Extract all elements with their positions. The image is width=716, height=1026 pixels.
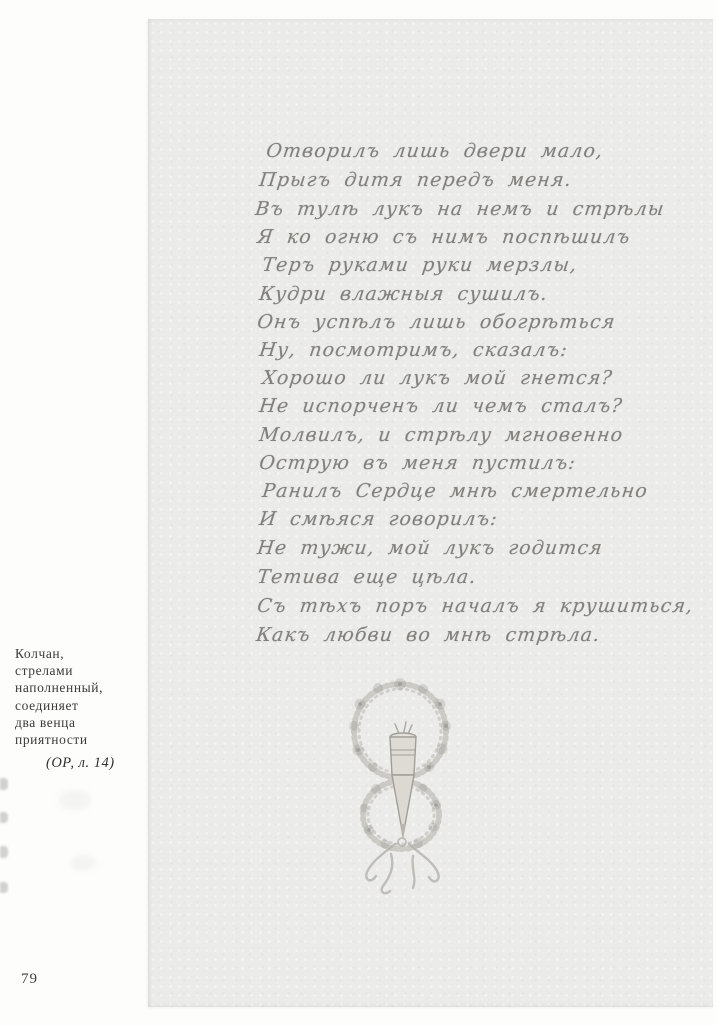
- poem-line: Тетива еще цѣла.: [256, 566, 478, 588]
- poem-line: Ну, посмотримъ, сказалъ:: [258, 339, 570, 361]
- quiver-icon: [390, 722, 416, 840]
- poem-line: Кудри влажныя сушилъ.: [258, 283, 550, 305]
- poem-line: Молвилъ, и стрѣлу мгновенно: [258, 424, 625, 446]
- poem-line: Какъ любви во мнѣ стрѣла.: [255, 624, 602, 646]
- poem-line: Теръ руками руки мерзлы,: [261, 254, 579, 276]
- caption-line: два венца: [15, 714, 76, 730]
- caption-line: стрелами: [15, 663, 74, 679]
- poem-line: Онъ успѣлъ лишь обогрѣться: [256, 311, 617, 333]
- show-through-smudge: [58, 790, 92, 810]
- quiver-wreaths-drawing-icon: [343, 674, 493, 902]
- page-edge-artifact: [0, 846, 8, 858]
- figure-caption: [15, 645, 147, 748]
- poem-line: И смѣяся говорилъ:: [258, 508, 500, 530]
- poem-line: Острую въ меня пустилъ:: [258, 452, 578, 474]
- poem-line: Съ тѣхъ поръ началъ я крушиться,: [256, 595, 695, 617]
- show-through-smudge: [70, 855, 96, 871]
- caption-line: приятности: [15, 732, 88, 748]
- caption-line: Колчан,: [15, 646, 65, 661]
- caption-source-reference: (ОР, л. 14): [46, 755, 115, 771]
- caption-line: наполненный,: [15, 680, 104, 696]
- poem-line: Не тужи, мой лукъ годится: [256, 537, 605, 559]
- poem-line: Прыгъ дитя передъ меня.: [258, 169, 574, 191]
- poem-line: Я ко огню съ нимъ поспѣшилъ: [256, 226, 632, 248]
- ribbon-icon: [366, 838, 438, 893]
- poem-line: Хорошо ли лукъ мой гнется?: [261, 367, 615, 389]
- poem-line: Не испорченъ ли чемъ сталъ?: [258, 395, 625, 417]
- poem-line: Въ тулѣ лукъ на немъ и стрѣлы: [254, 198, 666, 220]
- poem-line: Отворилъ лишь двери мало,: [265, 140, 605, 162]
- page-edge-artifact: [0, 882, 8, 893]
- page-edge-artifact: [0, 812, 8, 823]
- caption-line: соединяет: [15, 697, 79, 713]
- manuscript-facsimile-page: [148, 19, 713, 1007]
- page-edge-artifact: [0, 778, 8, 790]
- poem-line: Ранилъ Сердце мнѣ смертельно: [261, 480, 650, 502]
- page-number: 79: [21, 971, 38, 987]
